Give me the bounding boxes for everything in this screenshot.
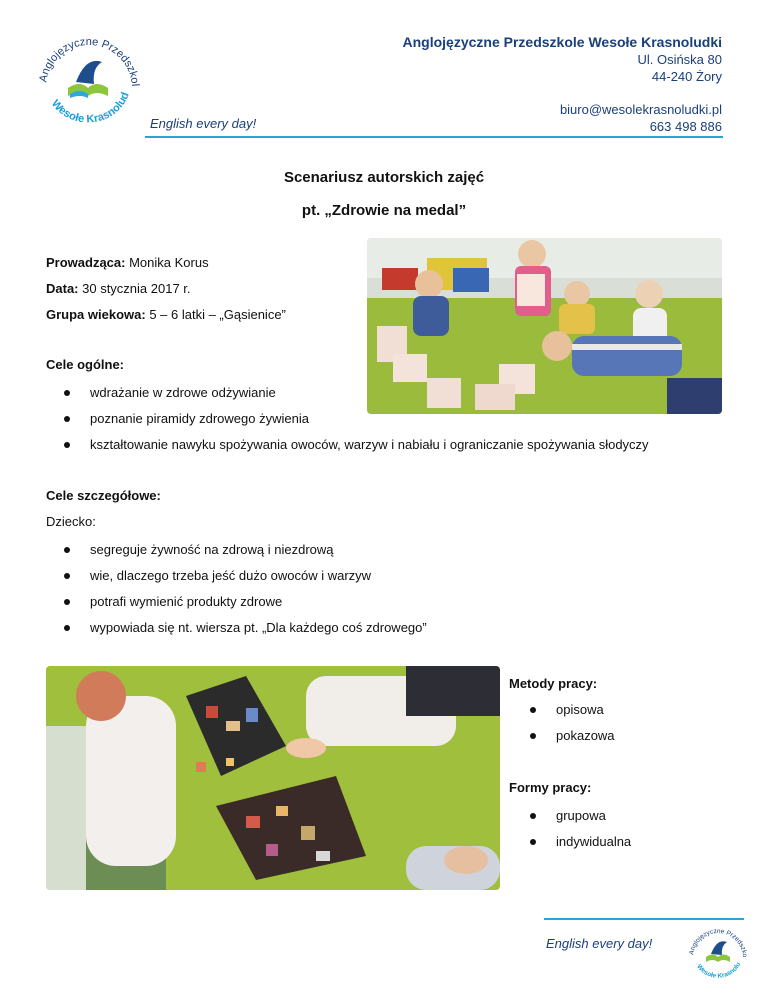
list-item: opisowa	[530, 702, 615, 728]
list-item: potrafi wymienić produkty zdrowe	[64, 594, 427, 620]
group-line	[46, 307, 286, 322]
group-label: Grupa wiekowa:	[46, 307, 146, 322]
date-line	[46, 281, 191, 296]
document-title: Scenariusz autorskich zajęć	[283, 169, 485, 186]
methods-list	[530, 702, 615, 754]
svg-text:Wesołe Krasnoludki: Wesołe Krasnolu	[695, 961, 743, 980]
school-phone: 663 498 886	[649, 119, 722, 134]
classroom-photo-2	[46, 666, 500, 890]
school-logo	[28, 26, 148, 136]
list-item: wie, dlaczego trzeba jeść dużo owoców i warzyw	[64, 568, 427, 594]
list-item: wdrażanie w zdrowe odżywianie	[64, 385, 649, 411]
list-item: pokazowa	[530, 728, 615, 754]
lead-value: Monika Korus	[125, 255, 209, 270]
document-subtitle: pt. „Zdrowie na medal”	[301, 202, 467, 219]
list-item: segreguje żywność na zdrową i niezdrową	[64, 542, 427, 568]
lead-line	[46, 255, 209, 270]
list-item: poznanie piramidy zdrowego żywienia	[64, 411, 649, 437]
svg-text:Anglojęzyczne Przedszkole: Anglojęzyczne Przedszkol	[37, 35, 141, 87]
svg-text:Anglojęzyczne Przedszkole: Anglojęzyczne Przedszko	[688, 927, 749, 958]
school-city: 44-240 Żory	[651, 69, 722, 84]
group-value: 5 – 6 latki – „Gąsienice”	[145, 307, 286, 322]
forms-heading: Formy pracy:	[509, 780, 592, 795]
detailed-goals-intro: Dziecko:	[46, 514, 96, 529]
footer-logo	[683, 920, 753, 986]
list-item: wypowiada się nt. wiersza pt. „Dla każdego coś zdrowego”	[64, 620, 427, 646]
school-contact	[403, 34, 723, 135]
school-name: Anglojęzyczne Przedszkole Wesołe Krasnoludki	[402, 34, 722, 50]
school-email[interactable]: biuro@wesolekrasnoludki.pl	[559, 102, 722, 117]
header-tagline: English every day!	[150, 116, 257, 131]
list-item: indywidualna	[530, 834, 631, 860]
header-divider	[145, 136, 723, 138]
general-goals-list	[64, 385, 649, 463]
detailed-goals-list	[64, 542, 427, 646]
list-item: grupowa	[530, 808, 631, 834]
methods-heading: Metody pracy:	[509, 676, 598, 691]
detailed-goals-heading: Cele szczegółowe:	[46, 488, 161, 503]
date-label: Data:	[46, 281, 79, 296]
date-value: 30 stycznia 2017 r.	[78, 281, 191, 296]
svg-text:Wesołe Krasnoludki: Wesołe Krasnolud	[48, 90, 132, 126]
general-goals-heading: Cele ogólne:	[46, 357, 125, 372]
list-item: kształtowanie nawyku spożywania owoców, warzyw i nabiału i ograniczanie spożywania słodyczy	[64, 437, 649, 463]
footer-tagline: English every day!	[546, 936, 653, 951]
school-street: Ul. Osińska 80	[637, 52, 722, 67]
lead-label: Prowadząca:	[46, 255, 126, 270]
forms-list	[530, 808, 631, 860]
